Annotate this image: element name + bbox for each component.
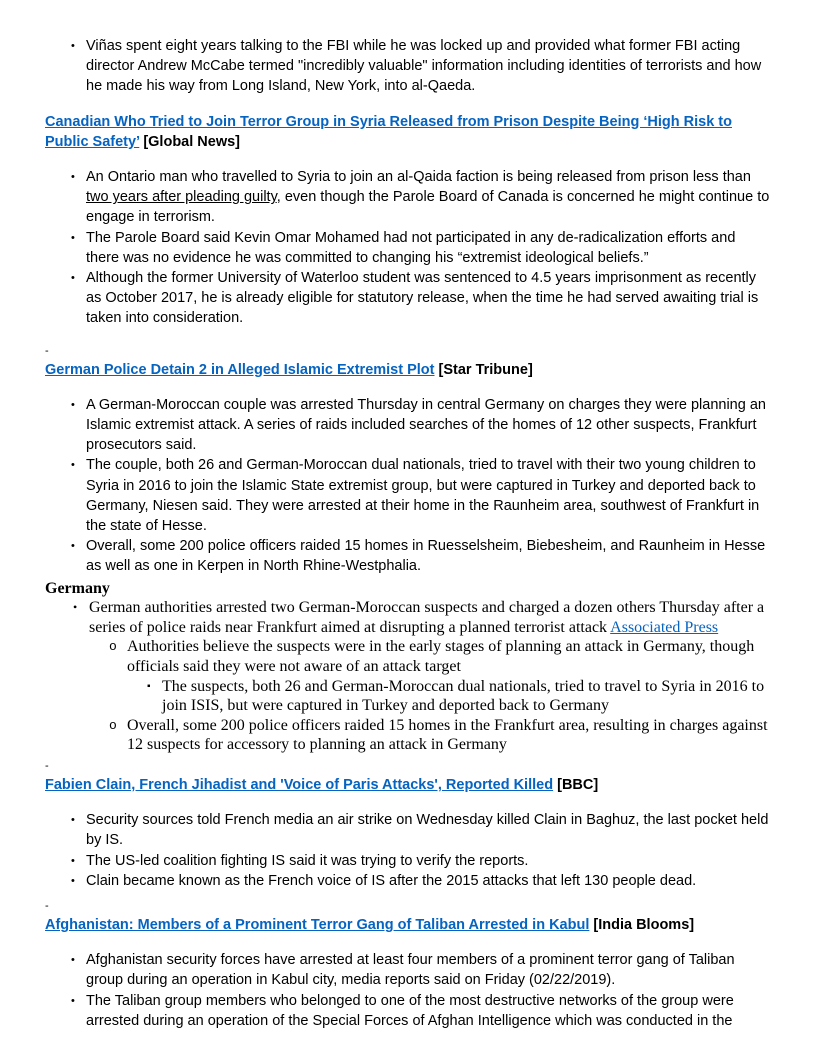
bullet-text <box>89 598 771 637</box>
clain-bullet-list <box>45 810 771 891</box>
bullet-text: Clain became known as the French voice of IS after the 2015 attacks that left 130 people dead. <box>86 872 697 889</box>
circle-bullet-icon: o <box>109 639 117 655</box>
list-item <box>45 716 771 755</box>
article-link-canada[interactable]: Canadian Who Tried to Join Terror Group in Syria Released from Prison Despite Being ‘High Risk to Public Safety’ <box>45 113 732 150</box>
list-item <box>45 637 771 676</box>
intro-bullet-list <box>45 36 771 97</box>
bullet-text: Security sources told French media an air strike on Wednesday killed Clain in Baghuz, the last pocket held by IS. <box>86 812 769 849</box>
article-link-german-police[interactable]: German Police Detain 2 in Alleged Islamic Extremist Plot <box>45 361 435 378</box>
list-item <box>45 598 771 637</box>
bullet-icon: • <box>71 272 75 285</box>
circle-bullet-icon: o <box>109 717 117 733</box>
square-bullet-icon: ▪ <box>147 680 151 692</box>
article-headline-german-police <box>45 360 771 380</box>
bullet-icon: • <box>71 40 75 52</box>
pleading-guilty-underlined-text: two years after pleading guilty <box>86 189 277 206</box>
source-label-star-tribune: [Star Tribune] <box>438 361 533 378</box>
bullet-icon: • <box>71 231 75 244</box>
bullet-text: Viñas spent eight years talking to the FBI while he was locked up and provided what former FBI acting director Andrew McCabe termed "incredibly valuable" information including identities of terrorists and how he made his way from Long Island, New York, into al-Qaeda. <box>86 38 762 95</box>
paragraph-separator-dash: - <box>45 760 49 773</box>
article-headline-canada <box>45 112 771 152</box>
article-link-clain[interactable]: Fabien Clain, French Jihadist and 'Voice of Paris Attacks', Reported Killed <box>45 777 554 794</box>
bullet-text: Overall, some 200 police officers raided 15 homes in Ruesselsheim, Biebesheim, and Raunheim in Hesse as well as one in Kerpen in North Rhine-Westphalia. <box>86 538 766 575</box>
bullet-icon: • <box>73 600 78 615</box>
bullet-text <box>86 167 771 228</box>
bullet-text: Although the former University of Waterloo student was sentenced to 4.5 years imprisonment as recently as October 2017, he is already eligible for statutory release, when the time he had served awaiting trial is taken into consideration. <box>86 270 759 327</box>
source-label-india-blooms: [India Blooms] <box>593 917 695 934</box>
bullet-text: Afghanistan security forces have arrested at least four members of a prominent terror gang of Taliban group during an operation in Kabul city, media reports said on Friday (02/22/2019). <box>86 952 735 989</box>
bullet-text: Authorities believe the suspects were in the early stages of planning an attack in Germany, though officials said they were not aware of an attack target <box>127 638 755 676</box>
bullet-icon: • <box>71 814 75 827</box>
bullet-text: The US-led coalition fighting IS said it was trying to verify the reports. <box>86 852 529 869</box>
source-label-global-news: [Global News] <box>143 133 241 150</box>
list-item <box>45 991 771 1031</box>
bullet-icon: • <box>71 994 75 1007</box>
bullet-icon: • <box>71 874 75 887</box>
bullet-text-body: German authorities arrested two German-Moroccan suspects and charged a dozen others Thursday after a series of police raids near Frankfurt aimed at disrupting a planned terrorist attack <box>89 599 765 636</box>
afghanistan-bullet-list <box>45 950 771 1031</box>
germany-section-heading: Germany <box>45 579 110 597</box>
paragraph-separator-dash: - <box>45 900 49 913</box>
list-item <box>45 455 771 536</box>
list-item <box>45 536 771 576</box>
list-item <box>45 851 771 871</box>
list-item <box>45 677 771 716</box>
associated-press-link[interactable]: Associated Press <box>610 618 719 636</box>
bullet-icon: • <box>71 854 75 867</box>
bullet-icon: • <box>71 171 75 184</box>
list-item <box>45 395 771 456</box>
bullet-text-pre: An Ontario man who travelled to Syria to join an al-Qaida faction is being released from prison less than <box>86 169 751 186</box>
bullet-icon: • <box>71 398 75 411</box>
bullet-text: The couple, both 26 and German-Moroccan dual nationals, tried to travel with their two young children to Syria in 2016 to join the Islamic State extremist group, but were captured in Turkey and deported back to Germany, Niesen said. They were arrested at their home in the Raunheim area, southwest of Frankfurt in the state of Hesse. <box>86 457 760 535</box>
list-item <box>45 950 771 990</box>
article-headline-afghanistan <box>45 915 771 935</box>
article-link-afghanistan[interactable]: Afghanistan: Members of a Prominent Terror Gang of Taliban Arrested in Kabul <box>45 917 590 934</box>
list-item <box>45 36 771 97</box>
list-item <box>45 228 771 268</box>
list-item <box>45 810 771 850</box>
source-label-bbc: [BBC] <box>557 777 599 794</box>
germany-bullet-list <box>45 598 771 755</box>
bullet-text: The Parole Board said Kevin Omar Mohamed had not participated in any de-radicalization efforts and there was no evidence he was committed to changing his “extremist ideological beliefs.” <box>86 229 736 266</box>
paragraph-separator-dash: - <box>45 344 49 357</box>
german-police-bullet-list <box>45 395 771 577</box>
bullet-text: A German-Moroccan couple was arrested Thursday in central Germany on charges they were planning an Islamic extremist attack. A series of raids included searches of the homes of 12 other suspects, Frankfurt prosecutors said. <box>86 396 766 454</box>
bullet-text: The Taliban group members who belonged to one of the most destructive networks of the group were arrested during an operation of the Special Forces of Afghan Intelligence which was conducted in the <box>86 992 734 1029</box>
bullet-text: Overall, some 200 police officers raided 15 homes in the Frankfurt area, resulting in charges against 12 suspects for accessory to planning an attack in Germany <box>127 716 768 754</box>
bullet-icon: • <box>71 954 75 967</box>
list-item <box>45 871 771 891</box>
list-item <box>45 268 771 329</box>
list-item <box>45 167 771 228</box>
bullet-icon: • <box>71 459 75 472</box>
bullet-text-post: , even though the Parole Board of Canada is concerned he might continue to engage in terrorism. <box>86 189 770 226</box>
canada-bullet-list <box>45 167 771 329</box>
article-headline-clain <box>45 775 771 795</box>
bullet-icon: • <box>71 540 75 553</box>
bullet-text: The suspects, both 26 and German-Moroccan dual nationals, tried to travel to Syria in 2016 to join ISIS, but were captured in Turkey and deported back to Germany <box>162 677 765 715</box>
